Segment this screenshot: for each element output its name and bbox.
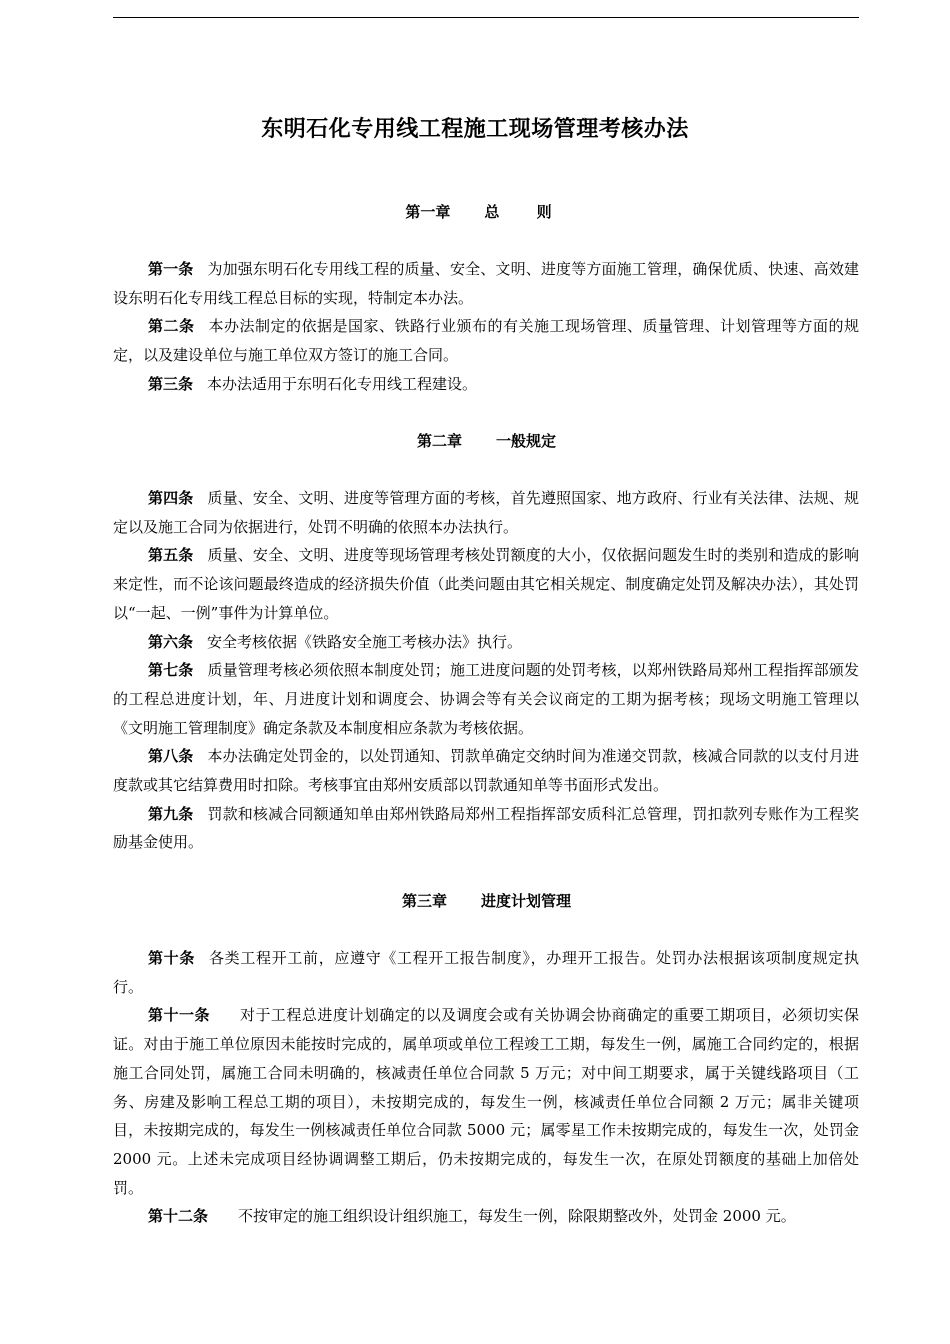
article-number: 第十条 [148,949,196,967]
article-text: 质量、安全、文明、进度等现场管理考核处罚额度的大小，仅依据问题发生时的类别和造成的影响来定性，而不论该问题最终造成的经济损失价值（此类问题由其它相关规定、制度确定处罚及解决办法），其处罚以“一起、一例”事件为计算单位。 [113,546,859,622]
article [113,541,859,627]
article [113,628,859,657]
chapter-body [113,255,859,399]
chapter-name: 一般规定 [496,432,557,450]
chapter-body [113,484,859,857]
article [113,312,859,369]
article-text: 本办法适用于东明石化专用线工程建设。 [207,374,478,393]
chapter-heading [0,200,950,224]
article-text: 罚款和核减合同额通知单由郑州铁路局郑州工程指挥部安质科汇总管理，罚扣款列专账作为工程奖励基金使用。 [113,804,859,852]
article-text: 质量、安全、文明、进度等管理方面的考核，首先遵照国家、地方政府、行业有关法律、法规、规定以及施工合同为依据进行，处罚不明确的依照本办法执行。 [113,489,859,536]
chapter-heading [0,889,950,913]
article-number: 第七条 [148,661,194,680]
article-text: 不按审定的施工组织设计组织施工，每发生一例，除限期整改外，处罚金 2000 元。 [238,1207,796,1226]
chapter-name: 总 则 [484,203,568,221]
article [113,656,859,742]
article [113,800,859,857]
article [113,255,859,312]
article-text: 对于工程总进度计划确定的以及调度会或有关协调会协商确定的重要工期项目，必须切实保证。对由于施工单位原因未能按时完成的，属单项或单位工程竣工工期，每发生一例，属施工合同约定的，根据施工合同处罚，属施工合同未明确的，核减责任单位合同款 5 万元；对中间工期要求，属于关键线路项目（工务、房建及影响工程总工期的项目），未按期完成的，每发生一例，核减责任单位合同额 2 万元；属非关键项目，未按期完成的，每发生一例核减责任单位合同款 5000 元；属零星工作未按期完成的，每发生一次，处罚金 2000 元。上述未完成项目经协调调整工期后，仍未按期完成的，每发生一次，在原处罚额度的基础上加倍处罚。 [113,1006,859,1197]
article-number: 第一条 [148,260,194,278]
article-number: 第二条 [148,317,195,336]
article-text: 本办法制定的依据是国家、铁路行业颁布的有关施工现场管理、质量管理、计划管理等方面的规定，以及建设单位与施工单位双方签订的施工合同。 [113,317,859,365]
article [113,370,859,399]
chapter-name: 进度计划管理 [481,892,572,910]
header-rule [113,17,859,18]
article [113,742,859,799]
chapter-number: 第一章 [405,203,451,221]
article-number: 第十一条 [148,1006,210,1025]
chapter-number: 第二章 [416,432,462,450]
article-text: 为加强东明石化专用线工程的质量、安全、文明、进度等方面施工管理，确保优质、快速、高效建设东明石化专用线工程总目标的实现，特制定本办法。 [113,260,859,307]
article-number: 第四条 [148,489,194,507]
article-text: 本办法确定处罚金的，以处罚通知、罚款单确定交纳时间为准递交罚款，核减合同款的以支付月进度款或其它结算费用时扣除。考核事宜由郑州安质部以罚款通知单等书面形式发出。 [113,747,859,795]
article-number: 第十二条 [148,1207,209,1226]
article [113,1202,859,1231]
article-text: 各类工程开工前，应遵守《工程开工报告制度》，办理开工报告。处罚办法根据该项制度规定执行。 [113,949,859,996]
article [113,944,859,1001]
article-text: 质量管理考核必须依照本制度处罚；施工进度问题的处罚考核，以郑州铁路局郑州工程指挥部颁发的工程总进度计划，年、月进度计划和调度会、协调会等有关会议商定的工期为据考核；现场文明施工管理以《文明施工管理制度》确定条款及本制度相应条款为考核依据。 [113,661,859,737]
article-number: 第六条 [148,632,194,651]
document-title: 东明石化专用线工程施工现场管理考核办法 [261,117,689,142]
article-number: 第九条 [148,804,194,823]
chapter-body [113,944,859,1231]
chapter-number: 第三章 [401,892,447,910]
article-number: 第五条 [148,546,194,565]
chapter-heading [0,429,950,453]
article [113,484,859,541]
article [113,1001,859,1202]
article-text: 安全考核依据《铁路安全施工考核办法》执行。 [207,632,523,651]
article-number: 第三条 [148,374,194,393]
article-number: 第八条 [148,747,194,766]
